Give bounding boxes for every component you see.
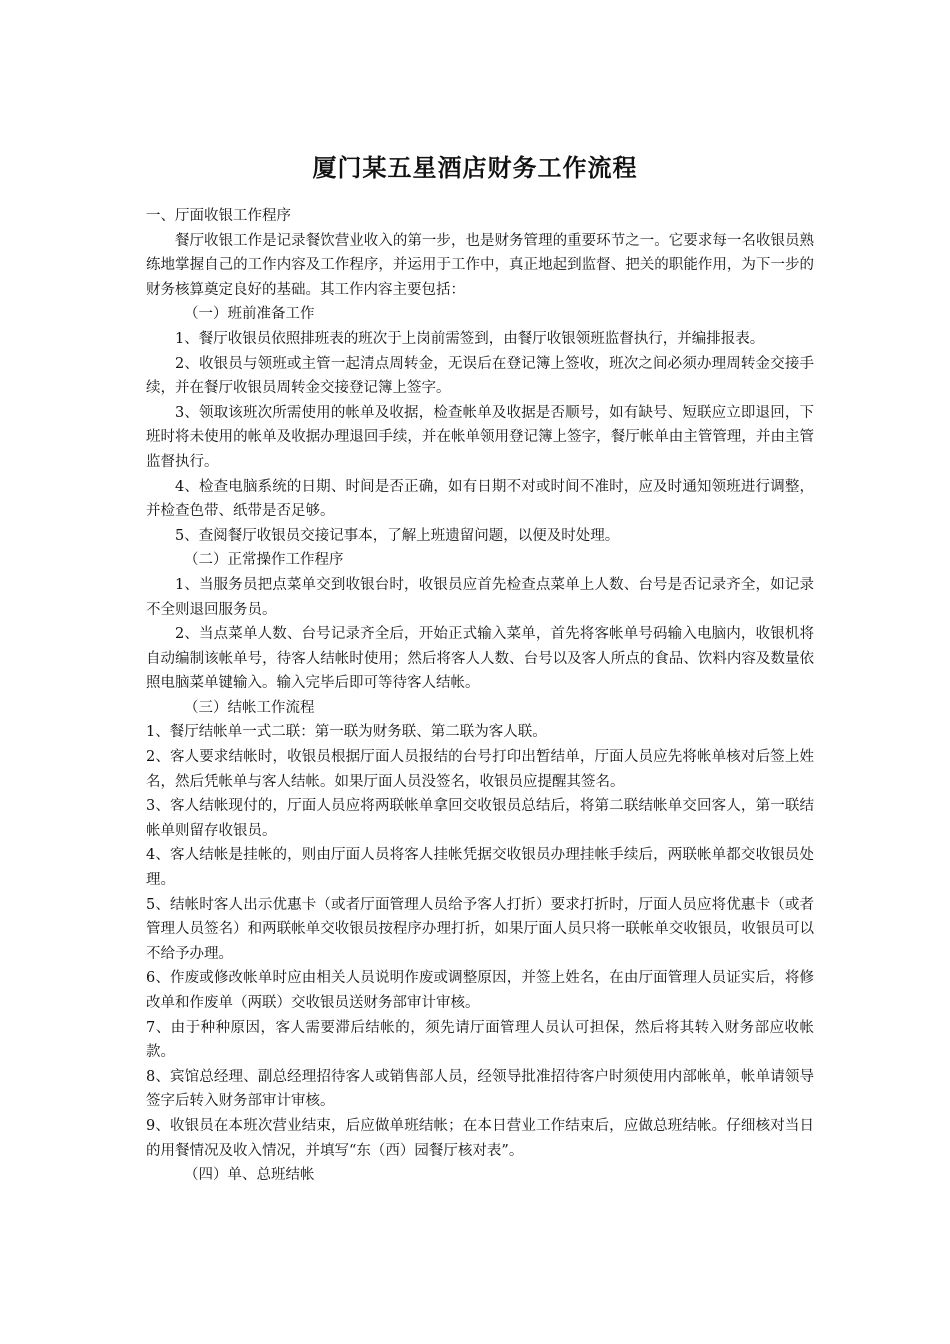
paragraph: 2、当点菜单人数、台号记录齐全后，开始正式输入菜单，首先将客帐单号码输入电脑内，收银机将自动编制该帐单号，待客人结帐时使用；然后将客人人数、台号以及客人所点的食品、饮料内容及数量依照电脑菜单键输入。输入完毕后即可等待客人结帐。 bbox=[146, 626, 814, 692]
paragraph: 3、领取该班次所需使用的帐单及收据，检查帐单及收据是否顺号，如有缺号、短联应立即退回，下班时将未使用的帐单及收据办理退回手续，并在帐单领用登记簿上签字，餐厅帐单由主管管理，并由主管监督执行。 bbox=[146, 404, 814, 470]
paragraph: 8、宾馆总经理、副总经理招待客人或销售部人员，经领导批准招待客户时须使用内部帐单，帐单请领导签字后转入财务部审计审核。 bbox=[146, 1068, 814, 1110]
paragraph: 9、收银员在本班次营业结束，后应做单班结帐；在本日营业工作结束后，应做总班结帐。仔细核对当日的用餐情况及收入情况，并填写“东（西）园餐厅核对表”。 bbox=[146, 1117, 814, 1159]
document-body bbox=[146, 204, 814, 1188]
paragraph: 一、厅面收银工作程序 bbox=[146, 208, 291, 224]
section-heading: （二）正常操作工作程序 bbox=[184, 552, 344, 569]
paragraph: 2、客人要求结帐时，收银员根据厅面人员报结的台号打印出暂结单，厅面人员应先将帐单核对后签上姓名，然后凭帐单与客人结帐。如果厅面人员没签名，收银员应提醒其签名。 bbox=[146, 749, 814, 790]
paragraph: 5、结帐时客人出示优惠卡（或者厅面管理人员给予客人打折）要求打折时，厅面人员应将优惠卡（或者管理人员签名）和两联帐单交收银员按程序办理打折，如果厅面人员只将一联帐单交收银员，收银员可以不给予办理。 bbox=[146, 896, 814, 962]
paragraph: 4、客人结帐是挂帐的，则由厅面人员将客人挂帐凭据交收银员办理挂帐手续后，两联帐单都交收银员处理。 bbox=[146, 847, 814, 889]
section-heading: （三）结帐工作流程 bbox=[184, 699, 315, 716]
paragraph: 1、餐厅结帐单一式二联：第一联为财务联、第二联为客人联。 bbox=[146, 724, 547, 741]
document-title: 厦门某五星酒店财务工作流程 bbox=[312, 154, 638, 182]
section-heading: （一）班前准备工作 bbox=[184, 306, 315, 323]
paragraph: 7、由于种种原因，客人需要滞后结帐的，须先请厅面管理人员认可担保，然后将其转入财务部应收帐款。 bbox=[146, 1019, 814, 1061]
section-heading: （四）单、总班结帐 bbox=[184, 1167, 315, 1184]
paragraph: 1、餐厅收银员依照排班表的班次于上岗前需签到，由餐厅收银领班监督执行，并编排报表。 bbox=[175, 330, 765, 347]
paragraph: 2、收银员与领班或主管一起清点周转金，无误后在登记簿上签收，班次之间必须办理周转金交接手续，并在餐厅收银员周转金交接登记簿上签字。 bbox=[146, 355, 814, 397]
paragraph: 1、当服务员把点菜单交到收银台时，收银员应首先检查点菜单上人数、台号是否记录齐全，如记录不全则退回服务员。 bbox=[146, 576, 814, 618]
paragraph: 3、客人结帐现付的，厅面人员应将两联帐单拿回交收银员总结后，将第二联结帐单交回客人，第一联结帐单则留存收银员。 bbox=[146, 798, 814, 839]
paragraph: 4、检查电脑系统的日期、时间是否正确，如有日期不对或时间不准时，应及时通知领班进行调整，并检查色带、纸带是否足够。 bbox=[146, 478, 814, 520]
paragraph: 餐厅收银工作是记录餐饮营业收入的第一步，也是财务管理的重要环节之一。它要求每一名收银员熟练地掌握自己的工作内容及工作程序，并运用于工作中，真正地起到监督、把关的职能作用，为下一步的财务核算奠定良好的基础。其工作内容主要包括： bbox=[146, 232, 814, 298]
paragraph: 6、作废或修改帐单时应由相关人员说明作废或调整原因，并签上姓名，在由厅面管理人员证实后，将修改单和作废单（两联）交收银员送财务部审计审核。 bbox=[146, 970, 814, 1011]
paragraph: 5、查阅餐厅收银员交接记事本，了解上班遗留问题，以便及时处理。 bbox=[175, 527, 620, 544]
